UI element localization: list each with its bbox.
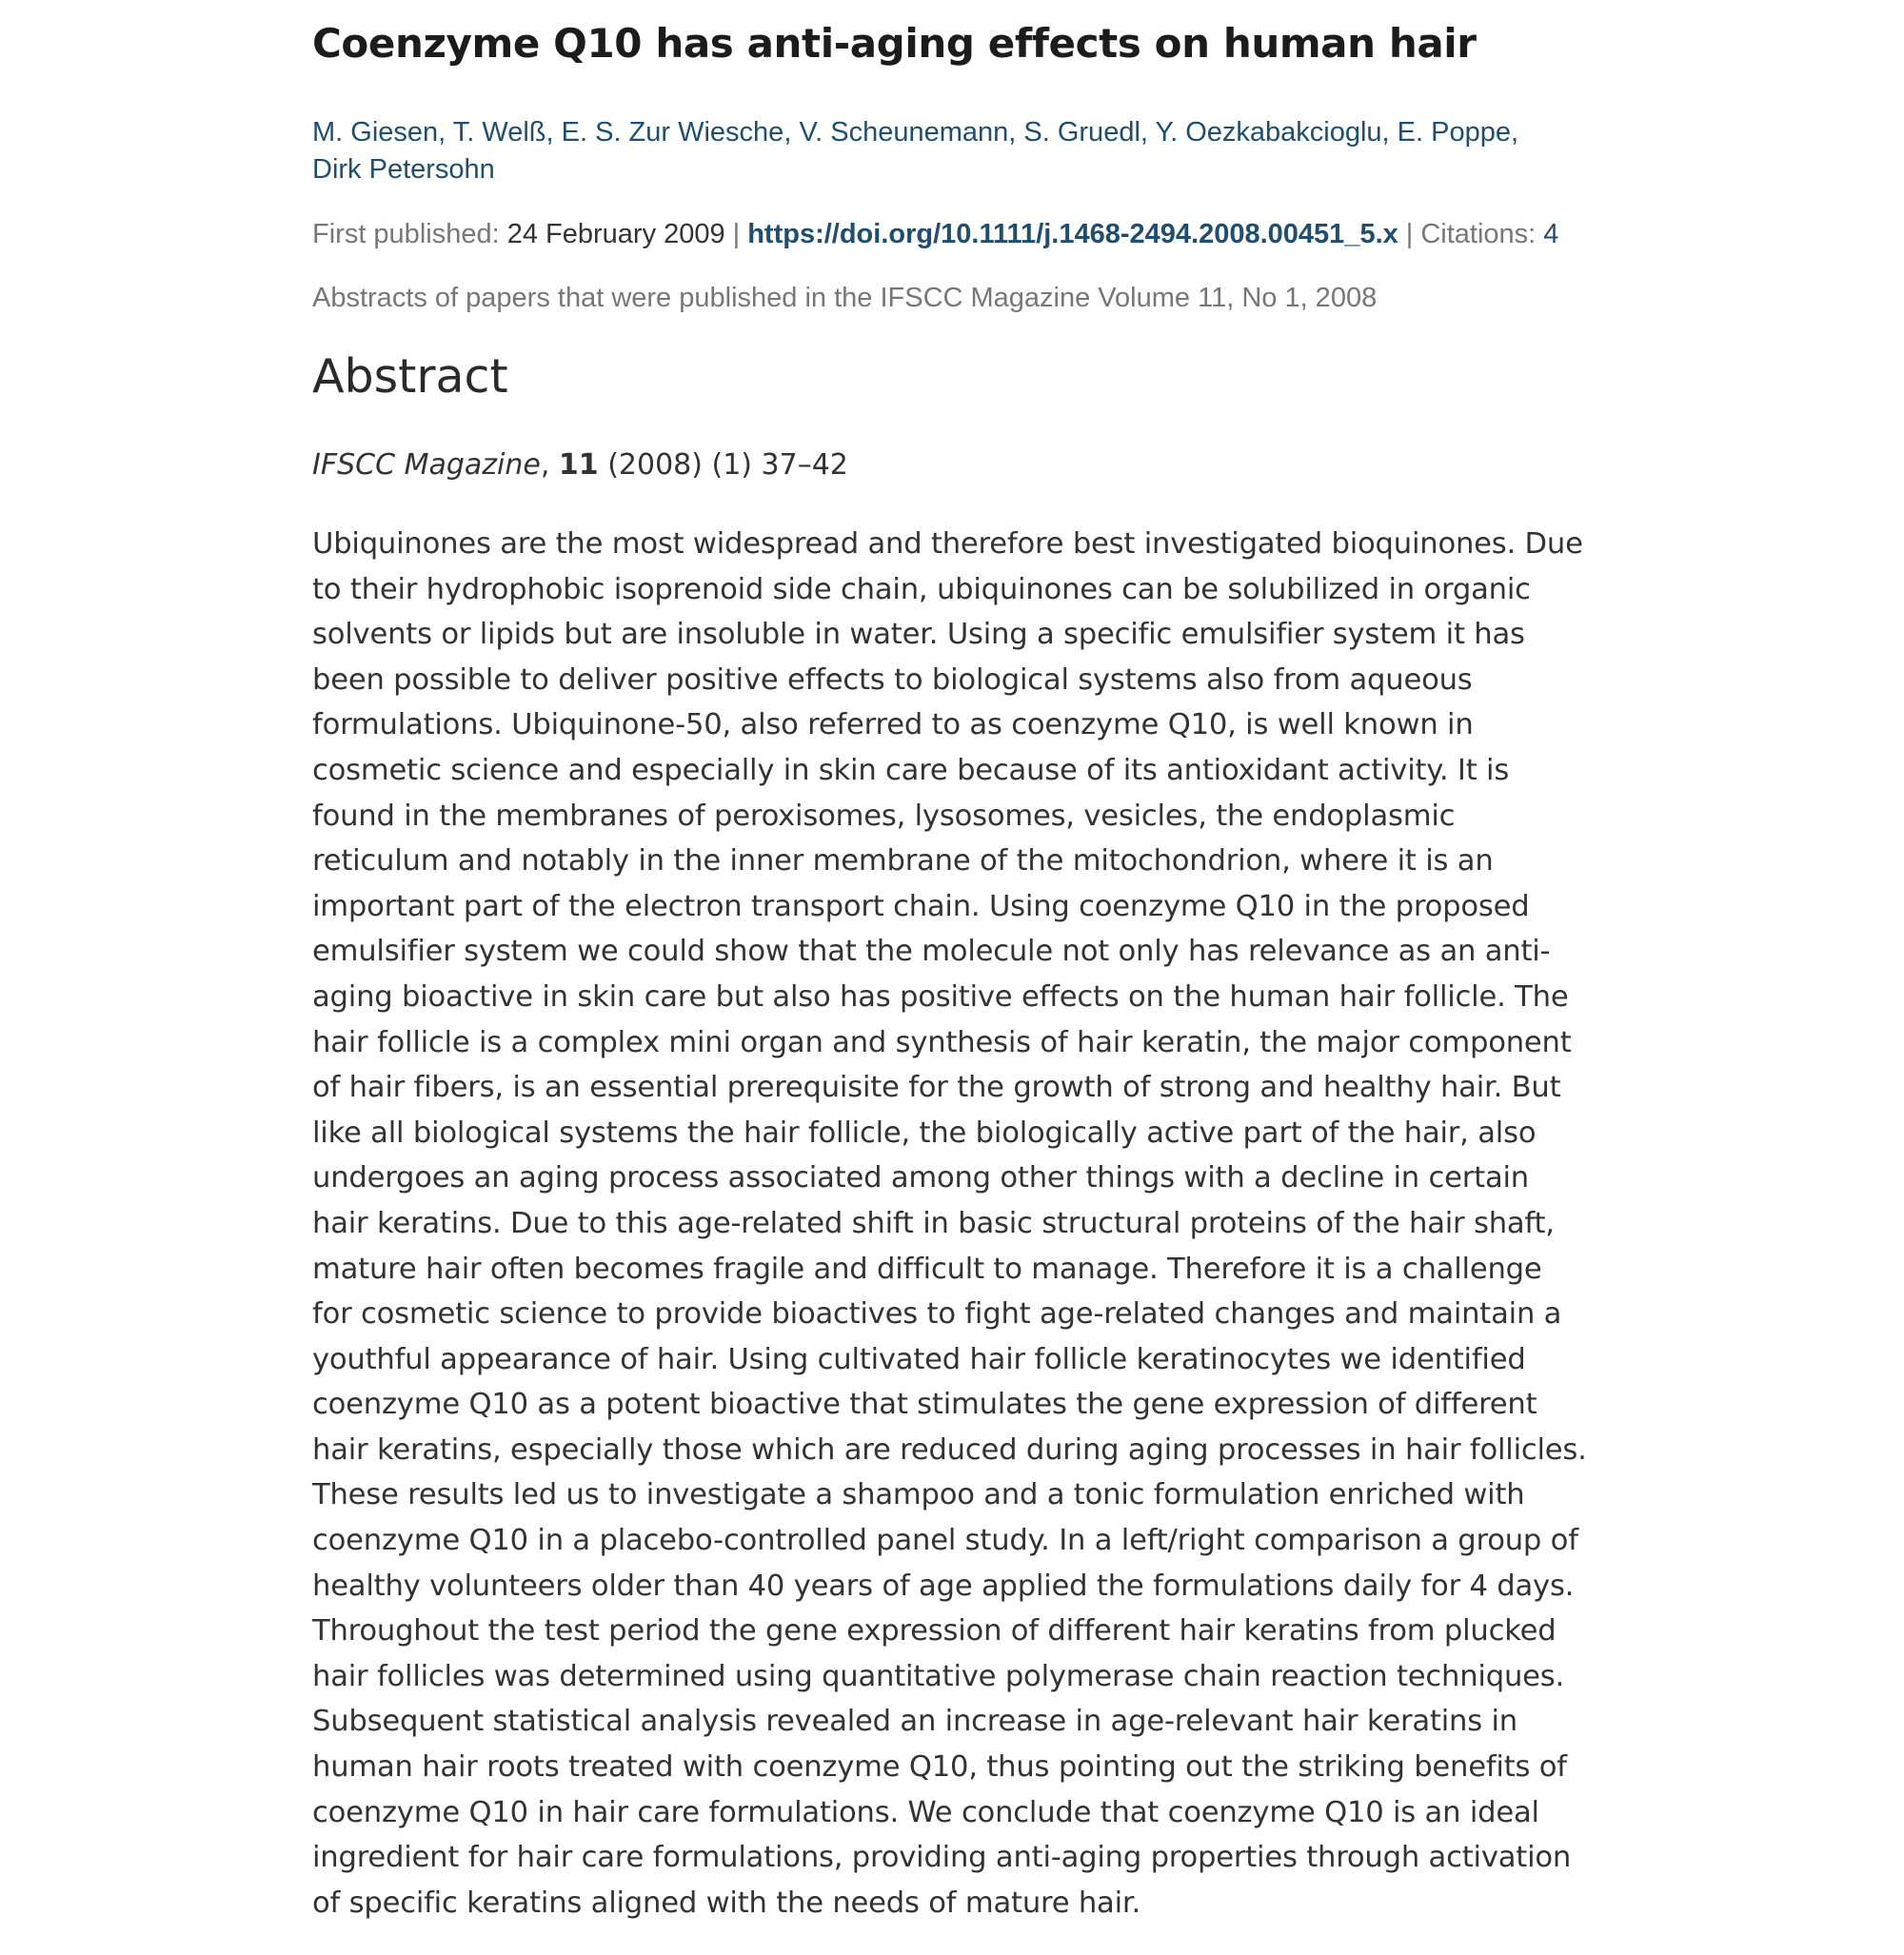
author-list: M. Giesen, T. Welß, E. S. Zur Wiesche, V. Scheunemann, S. Gruedl, Y. Oezkabakcioglu, E. Poppe, Dirk Petersohn (312, 117, 1519, 185)
journal-issue-pages: (2008) (1) 37–42 (607, 448, 848, 482)
author-link[interactable]: M. Giesen (312, 117, 439, 148)
author-link[interactable]: E. S. Zur Wiesche (561, 117, 784, 148)
abstract-text: Ubiquinones are the most widespread and therefore best investigated bioquinones. Due to their hydrophobic isoprenoid side chain, ubiquinones can be solubilized in organic solvents or lipids but are insoluble in water. Using a specific emulsifier system it has been possible to deliver positive effects to biological systems also from aqueous formulations. Ubiquinone-50, also referred to as coenzyme Q10, is well known in cosmetic science and especially in skin care because of its antioxidant activity. It is found in the membranes of peroxisomes, lysosomes, vesicles, the endoplasmic reticulum and notably in the inner membrane of the mitochondrion, where it is an important part of the electron transport chain. Using coenzyme Q10 in the proposed emulsifier system we could show that the molecule not only has relevance as an anti-aging bioactive in skin care but also has positive effects on the human hair follicle. The hair follicle is a complex mini organ and synthesis of hair keratin, the major component of hair fibers, is an essential prerequisite for the growth of strong and healthy hair. But like all biological systems the hair follicle, the biologically active part of the hair, also undergoes an aging process associated among other things with a decline in certain hair keratins. Due to this age-related shift in basic structural proteins of the hair shaft, mature hair often becomes fragile and difficult to manage. Therefore it is a challenge for cosmetic science to provide bioactives to fight age-related changes and maintain a youthful appearance of hair. Using cultivated hair follicle keratinocytes we identified coenzyme Q10 as a potent bioactive that stimulates the gene expression of different hair keratins, especially those which are reduced during aging processes in hair follicles. These results led us to investigate a shampoo and a tonic formulation enriched with coenzyme Q10 in a placebo-controlled panel study. In a left/right comparison a group of healthy volunteers older than 40 years of age applied the formulations daily for 4 days. Throughout the test period the gene expression of different hair keratins from plucked hair follicles was determined using quantitative polymerase chain reaction techniques. Subsequent statistical analysis revealed an increase in age-relevant hair keratins in human hair roots treated with coenzyme Q10, thus pointing out the striking benefits of coenzyme Q10 in hair care formulations. We conclude that coenzyme Q10 is an ideal ingredient for hair care formulations, providing anti-aging properties through activation of specific keratins aligned with the needs of mature hair. (312, 527, 1587, 1920)
author-link[interactable]: S. Gruedl (1023, 117, 1140, 148)
author-link[interactable]: T. Welß (452, 117, 546, 148)
article (312, 17, 1593, 1955)
author-link[interactable]: Y. Oezkabakcioglu (1155, 117, 1382, 148)
journal-citation: IFSCC Magazine, 11 (2008) (1) 37–42 (312, 448, 848, 482)
author-link[interactable]: V. Scheunemann (799, 117, 1009, 148)
article-title: Coenzyme Q10 has anti-aging effects on human hair (312, 20, 1477, 67)
abstract-heading: Abstract (312, 349, 508, 404)
citations-count-link[interactable]: 4 (1543, 219, 1559, 249)
first-published-label: First published: (312, 219, 500, 249)
author-link[interactable]: E. Poppe (1397, 117, 1511, 148)
first-published-date: 24 February 2009 (506, 219, 725, 249)
meta-separator: | (732, 219, 741, 249)
publication-note: Abstracts of papers that were published in the IFSCC Magazine Volume 11, No 1, 2008 (312, 283, 1378, 313)
journal-volume: 11 (558, 448, 599, 482)
meta-separator: | (1405, 219, 1414, 249)
author-link[interactable]: Dirk Petersohn (312, 154, 495, 185)
publication-meta (312, 215, 1593, 253)
journal-name: IFSCC Magazine (312, 448, 541, 482)
doi-link[interactable]: https://doi.org/10.1111/j.1468-2494.2008.00451_5.x (747, 219, 1398, 249)
citations-label: Citations: (1420, 219, 1537, 249)
